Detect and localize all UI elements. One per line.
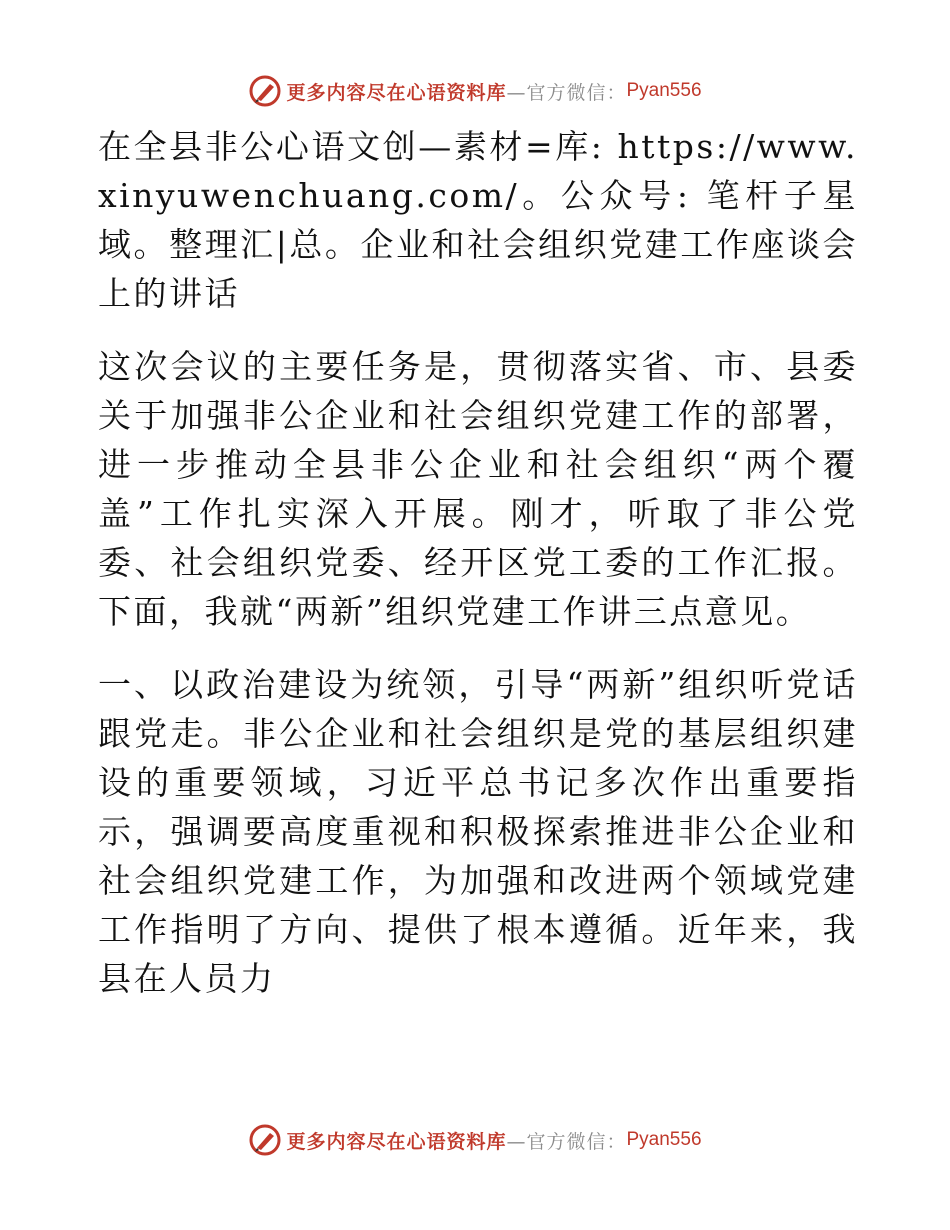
header-banner-label: —官方微信： — [506, 81, 627, 104]
header-banner-title: 更多内容尽在心语资料库 — [286, 81, 507, 104]
footer-watermark-banner — [0, 1120, 950, 1160]
footer-banner-wechat-id: Pyan556 — [626, 1129, 702, 1150]
paragraph-intro: 这次会议的主要任务是，贯彻落实省、市、县委关于加强非公企业和社会组织党建工作的部署，进一步推动全县非公企业和社会组织“两个覆盖”工作扎实深入开展。刚才，听取了非公党委、社会组织党委、经开区党工委的工作汇报。下面，我就“两新”组织党建工作讲三点意见。 — [98, 347, 858, 631]
header-watermark-banner — [0, 71, 950, 111]
footer-banner-label: —官方微信： — [506, 1130, 627, 1153]
header-banner-wechat-id: Pyan556 — [626, 80, 702, 101]
footer-banner-title: 更多内容尽在心语资料库 — [286, 1130, 507, 1153]
paragraph-title: 在全县非公心语文创—素材=库: https://www.xinyuwenchuang.com/。公众号: 笔杆子星域。整理汇|总。企业和社会组织党建工作座谈会上的讲话 — [98, 127, 858, 313]
paragraph-section-one: 一、以政治建设为统领，引导“两新”组织听党话跟党走。非公企业和社会组织是党的基层组织建设的重要领域，习近平总书记多次作出重要指示，强调要高度重视和积极探索推进非公企业和社会组织党建工作，为加强和改进两个领域党建工作指明了方向、提供了根本遵循。近年来，我县在人员力 — [98, 665, 858, 998]
pen-logo-icon — [248, 74, 282, 108]
document-body — [98, 122, 858, 1003]
pen-logo-icon — [248, 1123, 282, 1157]
